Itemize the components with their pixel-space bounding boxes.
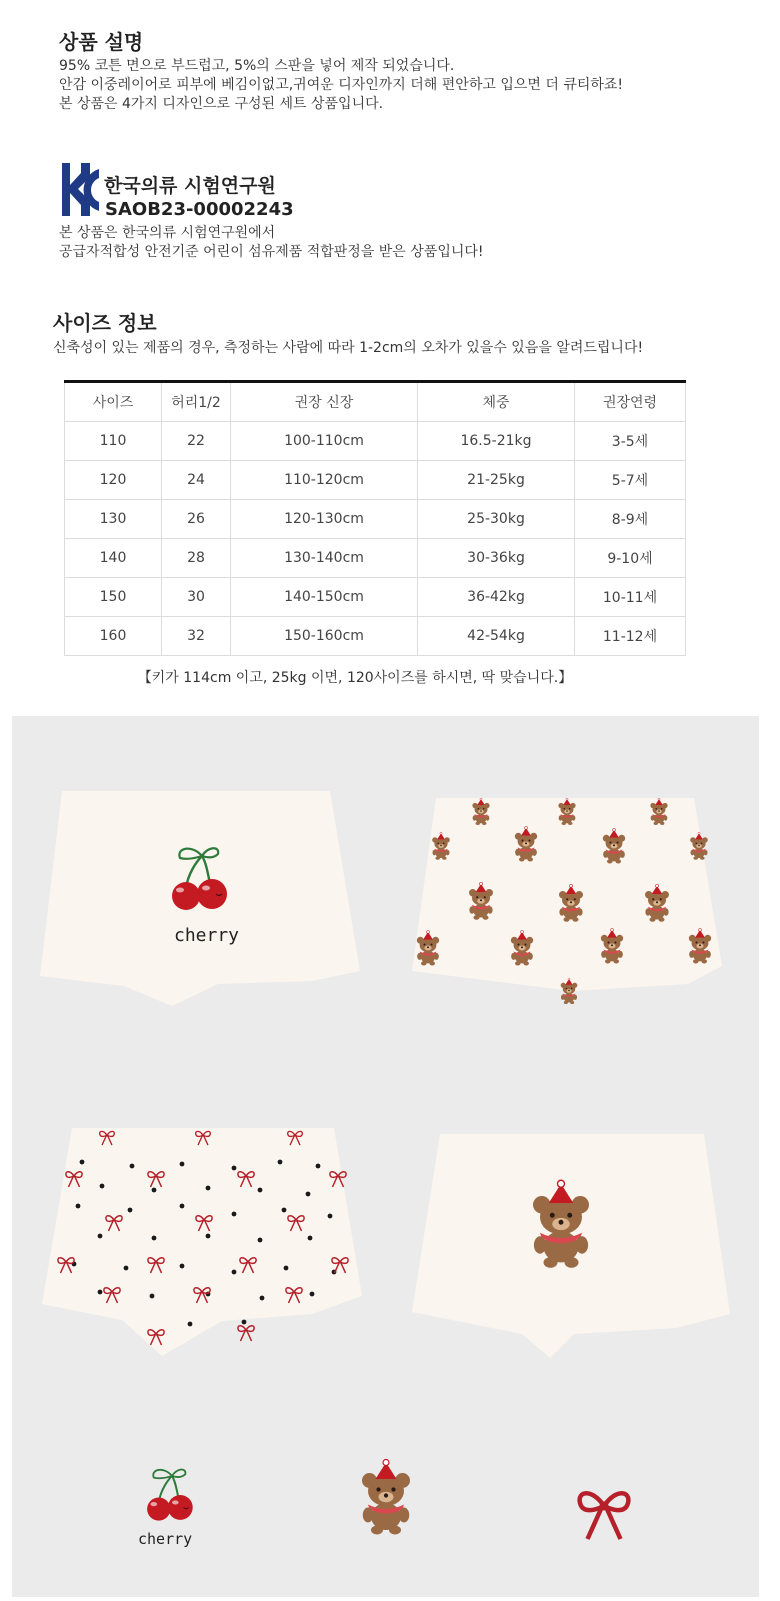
bear-icon — [362, 1460, 410, 1535]
waist-header-cell: 허리1/2 — [162, 382, 231, 422]
table-cell: 30-36kg — [418, 539, 575, 578]
table-row — [65, 617, 686, 656]
description-title: 상품 설명 — [59, 30, 144, 54]
table-cell: 24 — [162, 461, 231, 500]
size-info-note: 신축성이 있는 제품의 경우, 측정하는 사람에 따라 1-2cm의 오차가 있을수 있음을 알려드립니다! — [53, 340, 644, 356]
height-header-cell: 권장 신장 — [231, 382, 418, 422]
table-row — [65, 539, 686, 578]
age-header-cell: 권장연령 — [575, 382, 686, 422]
product-photo — [12, 716, 759, 1597]
product-cherry — [40, 791, 360, 1006]
table-cell: 36-42kg — [418, 578, 575, 617]
product-bear-pattern — [412, 798, 722, 1004]
size-table-header-row — [65, 382, 686, 422]
table-cell: 30 — [162, 578, 231, 617]
table-cell: 16.5-21kg — [418, 422, 575, 461]
product-ribbon-pattern — [42, 1128, 362, 1356]
size-info-title: 사이즈 정보 — [53, 311, 157, 335]
table-cell: 9-10세 — [575, 539, 686, 578]
weight-header-cell: 체중 — [418, 382, 575, 422]
table-cell: 110-120cm — [231, 461, 418, 500]
product-bear — [412, 1134, 730, 1358]
certification-line: 본 상품은 한국의류 시험연구원에서 — [59, 225, 276, 241]
table-row — [65, 578, 686, 617]
table-cell: 130-140cm — [231, 539, 418, 578]
table-row — [65, 461, 686, 500]
kc-certificate-code: SAOB23-00002243 — [105, 199, 294, 220]
cherry-label: cherry — [174, 925, 240, 946]
ribbon-icon — [238, 1326, 254, 1341]
table-cell: 5-7세 — [575, 461, 686, 500]
kc-logo-icon — [59, 161, 99, 218]
description-line: 95% 코튼 면으로 부드럽고, 5%의 스판을 넣어 제작 되었습니다. — [59, 58, 455, 74]
table-cell: 140-150cm — [231, 578, 418, 617]
certification-text — [59, 224, 484, 262]
table-cell: 8-9세 — [575, 500, 686, 539]
size-table — [64, 380, 686, 656]
table-cell: 110 — [65, 422, 162, 461]
description-line: 안감 이중레이어로 피부에 베김이없고,귀여운 디자인까지 더해 편안하고 입으면 더 큐티하죠! — [59, 77, 624, 93]
table-cell: 22 — [162, 422, 231, 461]
table-cell: 140 — [65, 539, 162, 578]
size-recommendation: 【키가 114cm 이고, 25kg 이면, 120사이즈를 하시면, 딱 맞습니다.】 — [137, 670, 573, 686]
table-cell: 28 — [162, 539, 231, 578]
ribbon-icon — [580, 1493, 629, 1539]
table-cell: 160 — [65, 617, 162, 656]
table-cell: 120 — [65, 461, 162, 500]
table-cell: 32 — [162, 617, 231, 656]
table-cell: 26 — [162, 500, 231, 539]
cherry-legend-label: cherry — [138, 1530, 193, 1548]
table-cell: 120-130cm — [231, 500, 418, 539]
table-row — [65, 500, 686, 539]
cherry-icon — [147, 1470, 193, 1521]
table-cell: 42-54kg — [418, 617, 575, 656]
table-cell: 130 — [65, 500, 162, 539]
description-text — [59, 57, 623, 114]
table-cell: 150 — [65, 578, 162, 617]
table-cell: 25-30kg — [418, 500, 575, 539]
table-cell: 150-160cm — [231, 617, 418, 656]
table-cell: 10-11세 — [575, 578, 686, 617]
size-header-cell: 사이즈 — [65, 382, 162, 422]
table-cell: 100-110cm — [231, 422, 418, 461]
table-cell: 21-25kg — [418, 461, 575, 500]
table-cell: 3-5세 — [575, 422, 686, 461]
kc-institute-name: 한국의류 시험연구원 — [104, 175, 276, 197]
table-row — [65, 422, 686, 461]
table-cell: 11-12세 — [575, 617, 686, 656]
certification-line: 공급자적합성 안전기준 어린이 섬유제품 적합판정을 받은 상품입니다! — [59, 244, 484, 260]
description-line: 본 상품은 4가지 디자인으로 구성된 세트 상품입니다. — [59, 96, 384, 112]
